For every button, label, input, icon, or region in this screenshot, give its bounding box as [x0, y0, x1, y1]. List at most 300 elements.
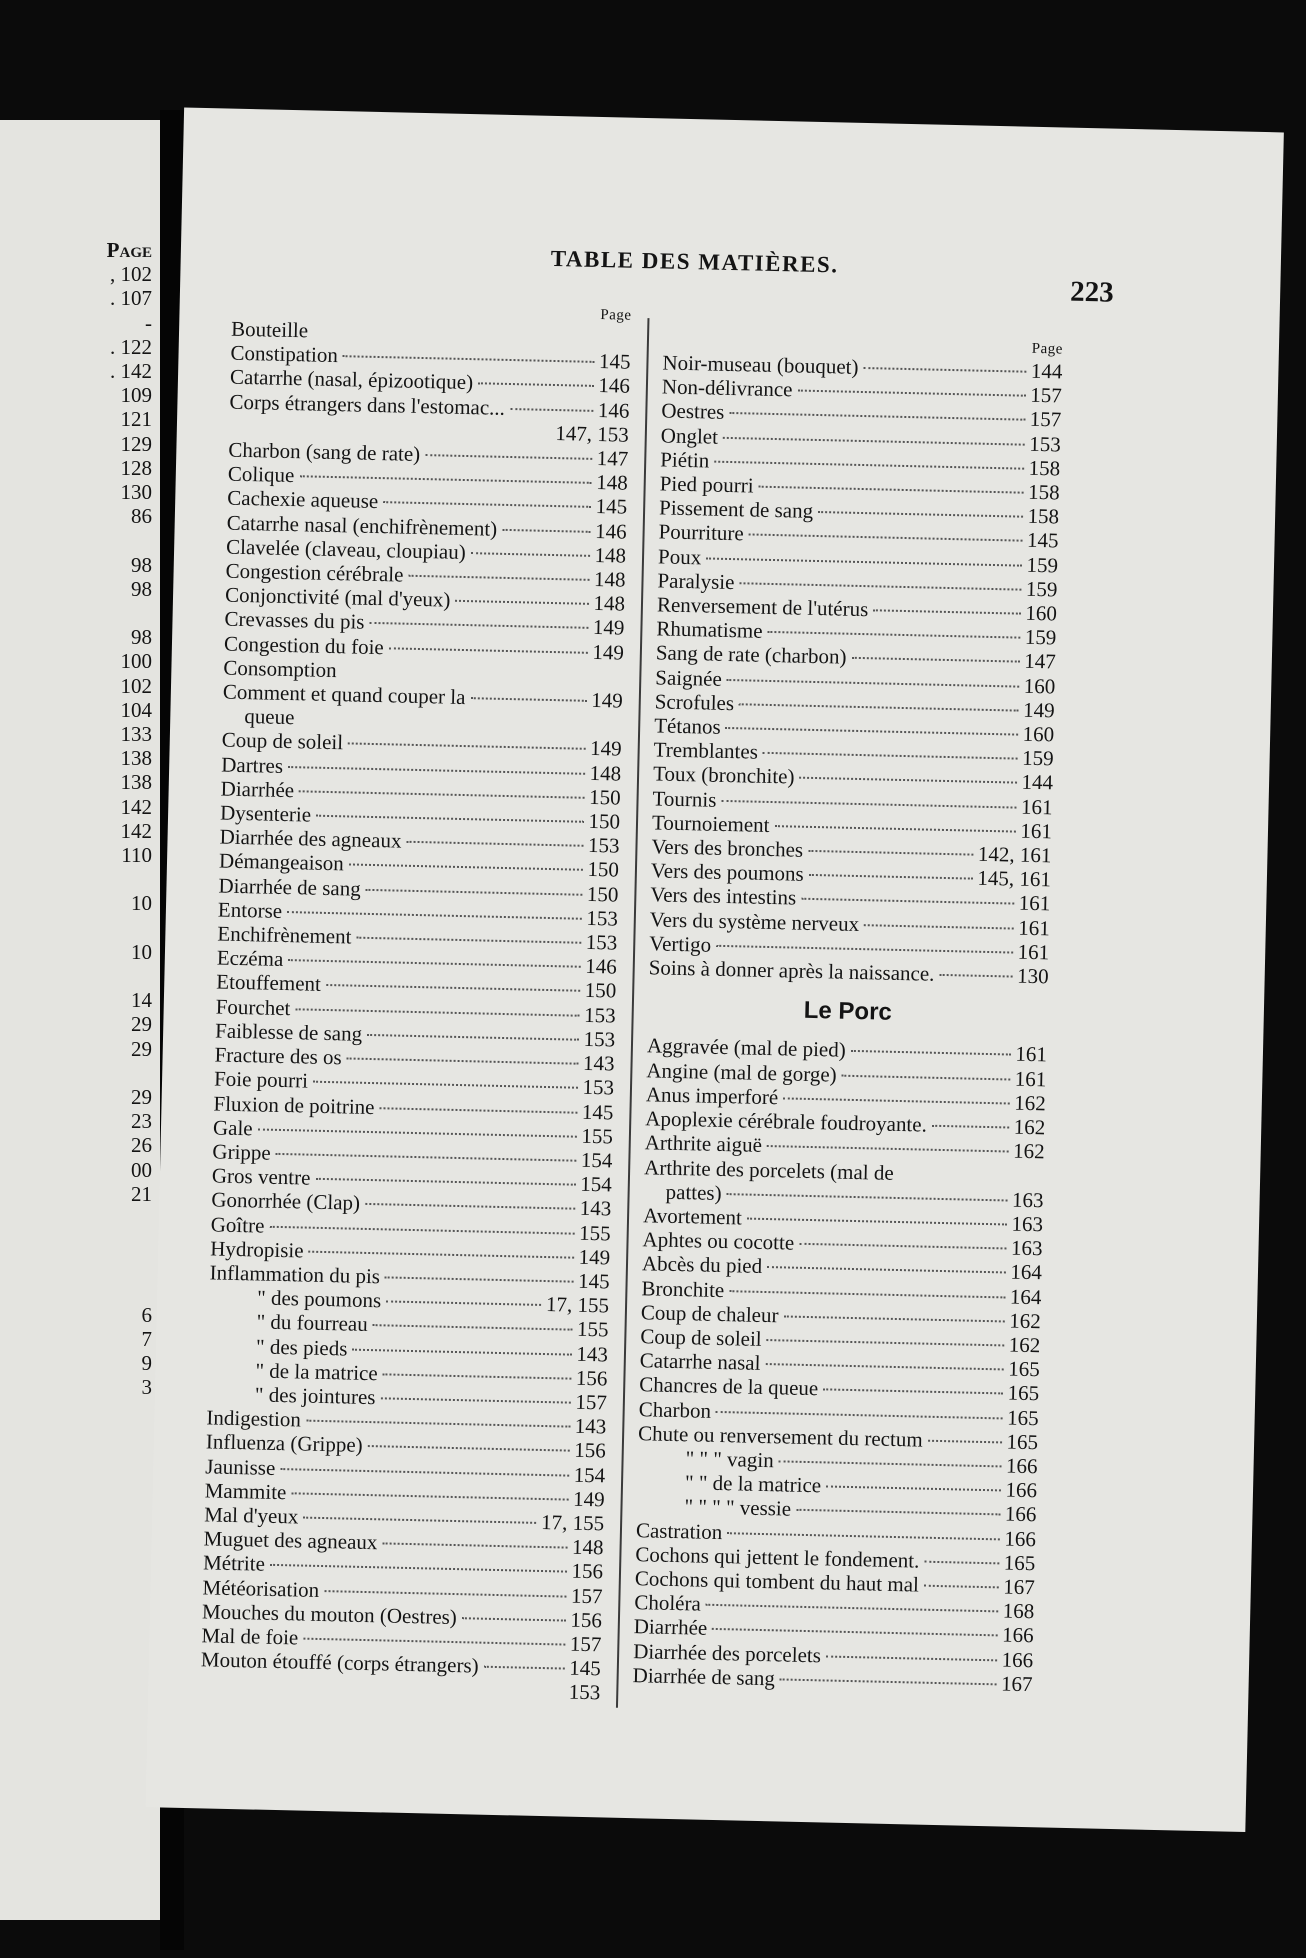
entry-page-number: 161 [1020, 818, 1053, 844]
entry-page-number: 144 [1021, 770, 1054, 795]
dot-leader [385, 1276, 573, 1282]
entry-label: Eczéma [216, 945, 284, 972]
entry-label: Jaunisse [205, 1453, 276, 1480]
dot-leader [851, 657, 1019, 663]
book-page [146, 108, 1284, 1833]
facing-page-line: Page [106, 238, 152, 262]
entry-page-number: 162 [1013, 1114, 1046, 1140]
dot-leader [383, 502, 590, 509]
facing-page-line: 3 [141, 1375, 152, 1400]
facing-page-line: 29 [131, 1036, 152, 1061]
entry-page-number: 153 [583, 1002, 616, 1028]
entry-page-number: 149 [578, 1244, 611, 1270]
page-column-label: Page [1031, 340, 1064, 358]
entry-page-number: 161 [1017, 939, 1050, 965]
entry-page-number: 166 [1004, 1501, 1037, 1527]
entry-label: Gros ventre [211, 1163, 311, 1190]
facing-page-line: 98 [131, 552, 152, 577]
entry-page-number: 148 [589, 760, 622, 786]
entry-page-number: 145 [569, 1655, 602, 1681]
entry-page-number: 162 [1014, 1090, 1047, 1116]
dot-leader [295, 1008, 579, 1016]
entry-page-number: 165 [1007, 1380, 1040, 1406]
entry-label: Comment et quand couper la [222, 679, 466, 710]
entry-page-number: 156 [574, 1438, 607, 1463]
dot-leader [367, 1034, 579, 1041]
entry-page-number: 154 [580, 1171, 613, 1197]
facing-page-line: 138 [120, 746, 152, 771]
dot-leader [379, 1107, 576, 1113]
entry-label: Paralysie [657, 568, 735, 594]
entry-page-number: 153 [1028, 431, 1062, 457]
dot-leader [356, 937, 580, 944]
entry-label: Colique [227, 461, 295, 488]
entry-label: Arthrite aiguë [644, 1130, 763, 1158]
facing-page-fragment [0, 120, 160, 1920]
index-list-right [648, 350, 1062, 988]
dot-leader [749, 534, 1022, 542]
facing-page-line: - [145, 310, 152, 335]
dot-leader [739, 703, 1018, 711]
entry-page-number: 157 [570, 1583, 603, 1608]
facing-page-line: 6 [141, 1302, 152, 1327]
entry-label: Rhumatisme [656, 616, 763, 644]
entry-label: " des jointures [254, 1382, 376, 1410]
entry-label: Aphtes ou cocotte [642, 1227, 795, 1255]
entry-page-number: 153 [585, 929, 618, 955]
facing-page-line: . 142 [110, 359, 152, 383]
entry-label: " des pieds [255, 1334, 348, 1361]
entry-page-number: 153 [582, 1075, 615, 1100]
dot-leader [299, 790, 584, 798]
entry-label: Foie pourri [213, 1066, 309, 1093]
entry-page-number: 162 [1008, 1332, 1041, 1358]
entry-page-number: 157 [1030, 383, 1063, 408]
entry-label: Catarrhe nasal [639, 1348, 761, 1376]
entry-label: Etouffement [216, 969, 322, 997]
entry-label: Mal d'yeux [203, 1502, 299, 1529]
entry-label: Poux [657, 544, 702, 569]
entry-label: Mouton étouffé (corps étrangers) [200, 1647, 479, 1678]
entry-page-number: 153 [583, 1026, 616, 1052]
entry-page-number: 149 [591, 687, 624, 713]
entry-page-number: 163 [1011, 1211, 1044, 1237]
dot-leader [783, 1097, 1009, 1104]
facing-page-line: 9 [141, 1351, 152, 1376]
entry-page-number: 150 [584, 978, 617, 1004]
dot-leader [842, 1074, 1010, 1080]
entry-page-number: 157 [569, 1631, 602, 1657]
entry-page-number: 165 [1003, 1550, 1036, 1575]
entry-page-number: 157 [1029, 407, 1062, 432]
entry-label: Cachexie aqueuse [227, 486, 379, 514]
entry-label: Clavelée (claveau, cloupiau) [225, 534, 467, 564]
entry-label: Gonorrhée (Clap) [211, 1187, 361, 1216]
entry-label: Influenza (Grippe) [205, 1429, 363, 1458]
entry-label: Diarrhée [220, 776, 295, 803]
entry-label: Bouteille [230, 316, 309, 343]
dot-leader [369, 622, 587, 629]
dot-leader [779, 1460, 1001, 1467]
dot-leader [349, 864, 583, 871]
dot-leader [826, 1655, 997, 1661]
entry-label: Fluxion de poitrine [213, 1090, 375, 1119]
entry-page-number: 145 [581, 1099, 614, 1125]
entry-page-number: 147 [1024, 649, 1057, 674]
entry-page-number: 159 [1025, 576, 1058, 602]
dot-leader [727, 679, 1019, 688]
entry-page-number: 163 [1011, 1187, 1044, 1213]
facing-page-line: 86 [131, 504, 152, 529]
entry-label: Constipation [230, 340, 339, 368]
dot-leader [326, 984, 580, 992]
dot-leader [706, 557, 1021, 566]
entry-page-number: 145, 161 [977, 865, 1052, 892]
entry-page-number: 156 [571, 1559, 604, 1584]
dot-leader [288, 959, 580, 968]
entry-page-number: 149 [592, 639, 625, 665]
dot-leader [471, 552, 590, 557]
entry-page-number: 161 [1017, 915, 1051, 941]
entry-page-number: 145 [598, 349, 631, 374]
entry-label: Entorse [217, 897, 283, 923]
dot-leader [462, 1617, 566, 1621]
entry-page-number: 155 [578, 1220, 611, 1246]
entry-page-number: 148 [593, 566, 626, 592]
entry-label: Charbon [638, 1396, 712, 1423]
entry-label: Soins à donner après la naissance. [648, 955, 935, 986]
entry-label: Tournis [652, 785, 717, 812]
entry-label: Pissement de sang [658, 495, 814, 524]
entry-page-number: 153 [587, 833, 620, 858]
entry-label: Muguet des agneaux [203, 1526, 378, 1555]
entry-label: Faiblesse de sang [214, 1018, 363, 1046]
dot-leader [924, 1585, 998, 1589]
facing-page-line: 29 [131, 1012, 152, 1037]
dot-leader [313, 1081, 578, 1089]
facing-page-line: 104 [120, 697, 152, 722]
dot-leader [864, 924, 1013, 929]
entry-label: Cochons qui jettent le fondement. [635, 1541, 920, 1573]
dot-leader [780, 1678, 996, 1685]
entry-label: Crevasses du pis [224, 607, 365, 635]
dot-leader [727, 1532, 999, 1540]
dot-leader [484, 1666, 565, 1670]
facing-page-line: 100 [120, 649, 152, 674]
entry-label: Catarrhe (nasal, épizootique) [229, 365, 474, 395]
entry-label: " " de la matrice [684, 1470, 822, 1498]
entry-page-number: 156 [575, 1365, 608, 1391]
entry-label: Avortement [642, 1203, 743, 1230]
entry-page-number: 161 [1015, 1042, 1048, 1067]
entry-page-number: 143 [582, 1050, 615, 1076]
entry-label: Météorisation [202, 1574, 320, 1602]
entry-label: Coup de chaleur [640, 1299, 779, 1328]
facing-page-line: 102 [120, 673, 152, 698]
facing-page-line: 29 [131, 1085, 152, 1109]
entry-page-number: 146 [584, 954, 618, 979]
dot-leader [739, 582, 1020, 590]
entry-page-number: 162 [1012, 1138, 1045, 1164]
dot-leader [309, 1250, 574, 1258]
section-heading-pig: Le Porc [803, 997, 893, 1027]
entry-page-number: 153 [586, 905, 619, 931]
entry-label: Catarrhe nasal (enchifrènement) [226, 510, 498, 541]
entry-page-number: 163 [1010, 1235, 1043, 1261]
facing-page-line: 121 [120, 407, 152, 432]
dot-leader [823, 1389, 1002, 1395]
entry-label: Fourchet [215, 994, 291, 1020]
dot-leader [726, 727, 1018, 736]
entry-page-number: 145 [577, 1268, 610, 1294]
entry-label: Charbon (sang de rate) [228, 437, 421, 466]
dot-leader [270, 1564, 567, 1573]
dot-leader [768, 631, 1020, 639]
dot-leader [759, 486, 1024, 494]
entry-label: Pourriture [658, 519, 745, 546]
dot-leader [928, 1439, 1002, 1443]
entry-page-number: 17, 155 [540, 1509, 605, 1536]
dot-leader [714, 460, 1023, 469]
entry-page-number: 149 [592, 615, 625, 641]
dot-leader [716, 1410, 1002, 1418]
entry-page-number: 164 [1009, 1284, 1042, 1309]
facing-page-line: 00 [131, 1157, 152, 1182]
entry-label: Mouches du mouton (Oestres) [201, 1599, 458, 1629]
facing-page-line: 133 [120, 722, 152, 746]
dot-leader [258, 1128, 577, 1137]
dot-leader [343, 355, 594, 363]
dot-leader [408, 575, 589, 581]
entry-page-number: 159 [1021, 745, 1054, 771]
entry-label: Démangeaison [218, 848, 345, 876]
entry-label: " de la matrice [255, 1358, 379, 1385]
entry-page-number: 154 [573, 1462, 606, 1487]
entry-label: Inflammation du pis [209, 1260, 381, 1289]
entry-page-number: 150 [586, 881, 619, 907]
dot-leader [287, 911, 581, 920]
entry-page-number: 156 [570, 1607, 603, 1633]
dot-leader [366, 889, 582, 896]
entry-label: Congestion du foie [223, 631, 385, 659]
facing-page-line: 109 [120, 383, 152, 408]
entry-page-number: 166 [1005, 1453, 1038, 1479]
dot-leader [706, 1604, 998, 1613]
entry-page-number: 164 [1010, 1259, 1043, 1285]
dot-leader [851, 1050, 1011, 1056]
entry-page-number: 17, 155 [545, 1292, 610, 1318]
facing-page-line: 7 [141, 1327, 152, 1351]
entry-page-number: 145 [595, 494, 628, 520]
dot-leader [291, 1492, 568, 1500]
entry-page-number: 162 [1009, 1308, 1042, 1333]
facing-page-line: 98 [131, 576, 152, 601]
entry-label: Pied pourri [659, 471, 754, 498]
entry-page-number: 143 [574, 1413, 607, 1439]
entry-label: Vertigo [649, 931, 712, 957]
dot-leader [288, 766, 585, 775]
dot-leader [299, 475, 591, 484]
entry-label: Bronchite [641, 1275, 725, 1302]
facing-page-line: 21 [131, 1181, 152, 1206]
entry-page-number: 146 [597, 397, 630, 423]
facing-page-line: 23 [131, 1109, 152, 1134]
entry-page-number: 154 [580, 1147, 613, 1173]
entry-page-number: 143 [576, 1341, 609, 1366]
page-column-label: Page [600, 307, 632, 324]
entry-label: Gale [212, 1115, 253, 1141]
entry-label: Vers des poumons [650, 858, 805, 887]
entry-label: Corps étrangers dans l'estomac... [229, 389, 506, 420]
dot-leader [389, 647, 588, 654]
entry-page-number: 166 [1001, 1622, 1034, 1648]
dot-leader [716, 945, 1013, 954]
dot-leader [365, 1203, 575, 1210]
entry-page-number: 160 [1025, 600, 1058, 626]
dot-leader [303, 1638, 565, 1646]
entry-page-number: 166 [1004, 1526, 1037, 1551]
entry-page-number: 155 [581, 1123, 614, 1149]
facing-page-line: 130 [120, 480, 152, 504]
dot-leader [510, 408, 593, 412]
dot-leader [721, 800, 1016, 809]
facing-page-line: 98 [131, 625, 152, 650]
dot-leader [306, 1420, 570, 1428]
facing-page-line: 128 [120, 455, 152, 480]
entry-label: Tournoiement [651, 810, 770, 837]
dot-leader [348, 743, 585, 750]
entry-page-number: 161 [1014, 1066, 1047, 1092]
dot-leader [386, 1301, 541, 1307]
dot-leader [924, 1560, 998, 1564]
dot-leader [352, 1348, 571, 1355]
dot-leader [818, 511, 1023, 518]
dot-leader [380, 1397, 570, 1403]
dot-leader [797, 390, 1025, 397]
entry-label: Noir-museau (bouquet) [662, 350, 859, 379]
entry-label: Arthrite des porcelets (mal de [643, 1154, 895, 1185]
entry-page-number: 160 [1023, 673, 1056, 699]
index-list-pig [632, 1034, 1047, 1696]
entry-label: Apoplexie cérébrale foudroyante. [645, 1106, 928, 1137]
entry-page-number: 146 [594, 518, 627, 544]
entry-page-number: 161 [1018, 891, 1051, 916]
dot-leader [723, 436, 1024, 445]
entry-label: Métrite [202, 1550, 266, 1577]
entry-label: Diarrhée des porcelets [632, 1638, 822, 1667]
dot-leader [383, 1373, 571, 1379]
entry-page-number: 145 [1026, 528, 1059, 553]
facing-page-line: , 102 [110, 262, 152, 287]
page-number: 223 [1069, 275, 1115, 309]
dot-leader [799, 777, 1016, 784]
entry-label: Mammite [204, 1478, 287, 1504]
entry-label: Cochons qui tombent du haut mal [634, 1566, 920, 1597]
facing-page-line: 142 [120, 794, 152, 819]
entry-page-number: 167 [1003, 1574, 1036, 1600]
entry-label: Conjonctivité (mal d'yeux) [224, 582, 451, 612]
entry-page-number: 161 [1020, 794, 1053, 820]
entry-label: Angine (mal de gorge) [646, 1057, 837, 1087]
entry-label: Piétin [660, 447, 710, 473]
entry-page-number: 158 [1028, 455, 1061, 481]
entry-page-number: 143 [579, 1196, 612, 1221]
facing-page-line: 138 [120, 770, 152, 795]
facing-page-line: 129 [120, 431, 152, 456]
entry-label: Abcès du pied [641, 1251, 763, 1279]
dot-leader [727, 1193, 1007, 1201]
entry-label: Vers des bronches [651, 834, 804, 862]
entry-label: Coup de soleil [221, 727, 344, 755]
facing-page-line: 14 [131, 988, 152, 1013]
dot-leader [406, 841, 583, 847]
entry-page-number: 150 [587, 857, 620, 883]
dot-leader [767, 1266, 1005, 1273]
entry-label: Fracture des os [214, 1042, 343, 1070]
dot-leader [502, 528, 590, 532]
entry-label: Tétanos [653, 713, 721, 739]
dot-leader [478, 383, 593, 388]
entry-page-number: 166 [1005, 1477, 1038, 1503]
entry-label: Dartres [220, 752, 284, 778]
entry-label: Diarrhée de sang [632, 1662, 776, 1691]
dot-leader [280, 1468, 568, 1477]
dot-leader [932, 1125, 1009, 1129]
entry-label: Indigestion [206, 1405, 302, 1432]
entry-label: " des poumons [256, 1285, 382, 1313]
entry-label: Non-délivrance [661, 374, 793, 402]
entry-label: Hydropisie [209, 1236, 304, 1263]
dot-leader [767, 1339, 1004, 1346]
entry-page-number: 166 [1001, 1647, 1034, 1672]
entry-label: Castration [635, 1517, 723, 1544]
entry-page-number: 157 [575, 1389, 608, 1415]
entry-label: Consomption [223, 655, 337, 682]
entry-page-number: 160 [1022, 721, 1055, 747]
dot-leader [808, 850, 973, 856]
dot-leader [783, 1315, 1004, 1322]
entry-page-number: 148 [571, 1534, 604, 1560]
entry-label: queue [244, 704, 295, 730]
entry-page-number: 150 [588, 808, 621, 834]
dot-leader [799, 1243, 1006, 1250]
entry-page-number: 146 [598, 373, 631, 399]
dot-leader [729, 412, 1024, 421]
entry-page-number: 168 [1002, 1598, 1035, 1624]
entry-label: Enchifrènement [217, 921, 352, 949]
entry-page-number: 158 [1027, 503, 1060, 529]
dot-leader [303, 1517, 536, 1524]
entry-label: Goître [210, 1211, 265, 1238]
dot-leader [455, 600, 588, 605]
entry-page-number: 144 [1030, 358, 1063, 384]
entry-label: " du fourreau [256, 1309, 369, 1337]
dot-leader [276, 1153, 576, 1162]
entry-page-number: 148 [594, 542, 627, 568]
dot-leader [347, 1058, 578, 1065]
entry-label: Vers des intestins [650, 882, 797, 911]
entry-page-number: 153 [568, 1680, 601, 1705]
index-column-right [632, 330, 1063, 1696]
entry-label: Mal de foie [201, 1623, 299, 1650]
entry-label: Chute ou renversement du rectum [637, 1420, 923, 1452]
dot-leader [729, 1290, 1005, 1298]
facing-page-line: 10 [131, 939, 152, 964]
entry-page-number: 149 [572, 1486, 605, 1512]
facing-page-line: 10 [131, 891, 152, 916]
entry-page-number: 158 [1027, 479, 1060, 505]
entry-label: Tremblantes [653, 737, 759, 764]
